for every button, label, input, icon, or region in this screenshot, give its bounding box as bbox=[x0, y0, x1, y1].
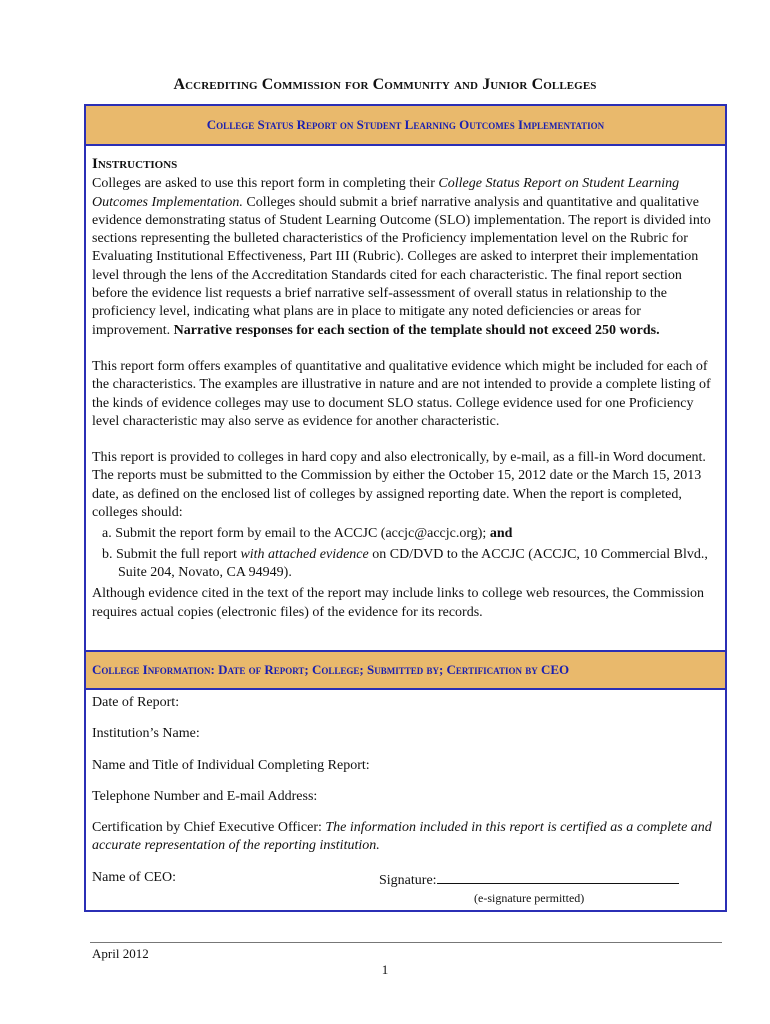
signature-field[interactable] bbox=[379, 869, 679, 890]
date-of-report-label[interactable]: Date of Report: bbox=[92, 695, 180, 710]
p1-text-a: Colleges are asked to use this report form in completing their bbox=[92, 176, 439, 192]
college-info-band: College Information: Date of Report; College; Submitted by; Certification by CEO bbox=[86, 650, 725, 690]
step-b-italic: with attached evidence bbox=[240, 546, 369, 562]
ceo-name-label[interactable]: Name of CEO: bbox=[92, 869, 176, 885]
instructions-paragraph-1 bbox=[92, 175, 721, 340]
name-title-label[interactable]: Name and Title of Individual Completing Report: bbox=[92, 757, 370, 773]
instructions-section bbox=[92, 155, 721, 622]
step-a-text: a. Submit the report form by email to the ACCJC (accjc@accjc.org); bbox=[102, 526, 490, 542]
submission-steps-list bbox=[92, 525, 721, 582]
signature-line[interactable] bbox=[437, 869, 679, 884]
college-info-section bbox=[92, 694, 721, 909]
step-a-and: and bbox=[489, 526, 513, 542]
p1-italic-title: College Status Report on Student Learning Outcomes Implementation. bbox=[92, 176, 680, 210]
step-b-text-1: b. Submit the full report bbox=[102, 546, 241, 562]
signature-row bbox=[92, 869, 721, 909]
p1-text-b: Colleges should submit a brief narrative analysis and quantitative and qualitative evidence demonstrating status of Student Learning Outcome (SLO) implementation. The report is divided into sections representing the bulleted characteristics of the Proficiency implementation level on the Rubric for Evaluating Institutional Effectiveness, Part III (Rubric). Colleges are asked to interpret their implementation level through the lens of the Accreditation Standards cited for each characteristic. The final report section before the evidence list requests a brief narrative self-assessment of overall status in relationship to the proficiency level, indicating what plans are in place to mitigate any noted deficiencies or areas for improvement. bbox=[92, 194, 711, 338]
report-form-frame bbox=[84, 104, 727, 912]
instructions-heading: Instructions bbox=[92, 156, 178, 172]
esignature-note: (e-signature permitted) bbox=[474, 890, 585, 905]
phone-email-label[interactable]: Telephone Number and E-mail Address: bbox=[92, 788, 318, 804]
signature-label: Signature: bbox=[379, 872, 437, 888]
submission-step-a bbox=[92, 525, 721, 543]
footer-divider bbox=[90, 942, 722, 943]
report-title-band: College Status Report on Student Learning Outcomes Implementation bbox=[86, 106, 725, 146]
ceo-certification bbox=[92, 819, 721, 856]
page-number: 1 bbox=[381, 962, 389, 977]
institution-name-label[interactable]: Institution’s Name: bbox=[92, 726, 200, 742]
certification-statement: The information included in this report is certified as a complete and accurate representation of the reporting institution. bbox=[92, 820, 712, 854]
instructions-paragraph-3: This report is provided to colleges in hard copy and also electronically, by e-mail, as a fill-in Word document. The reports must be submitted to the Commission by either the October 15, 2012 date or the March 15, 2013 date, as defined on the enclosed list of colleges by assigned reporting date. When the report is completed, colleges should: bbox=[92, 450, 706, 521]
step-b-text-2: on CD/DVD to the ACCJC (ACCJC, 10 Commercial Blvd., Suite 204, Novato, CA 94949). bbox=[118, 546, 708, 580]
footer-date: April 2012 bbox=[92, 946, 149, 961]
submission-step-b bbox=[92, 546, 721, 583]
instructions-paragraph-2: This report form offers examples of quantitative and qualitative evidence which might be included for each of the characteristics. The examples are illustrative in nature and are not intended to provide a complete listing of the kinds of evidence colleges may use to document SLO status. College evidence used for one Proficiency level characteristic may also serve as evidence for another characteristic. bbox=[92, 358, 711, 429]
document-title: Accrediting Commission for Community and Junior Colleges bbox=[173, 76, 597, 93]
p1-word-limit: Narrative responses for each section of the template should not exceed 250 words. bbox=[173, 322, 660, 338]
instructions-paragraph-4: Although evidence cited in the text of the report may include links to college web resources, the Commission requires actual copies (electronic files) of the evidence for its records. bbox=[92, 586, 704, 620]
certification-label: Certification by Chief Executive Officer: bbox=[92, 820, 326, 836]
